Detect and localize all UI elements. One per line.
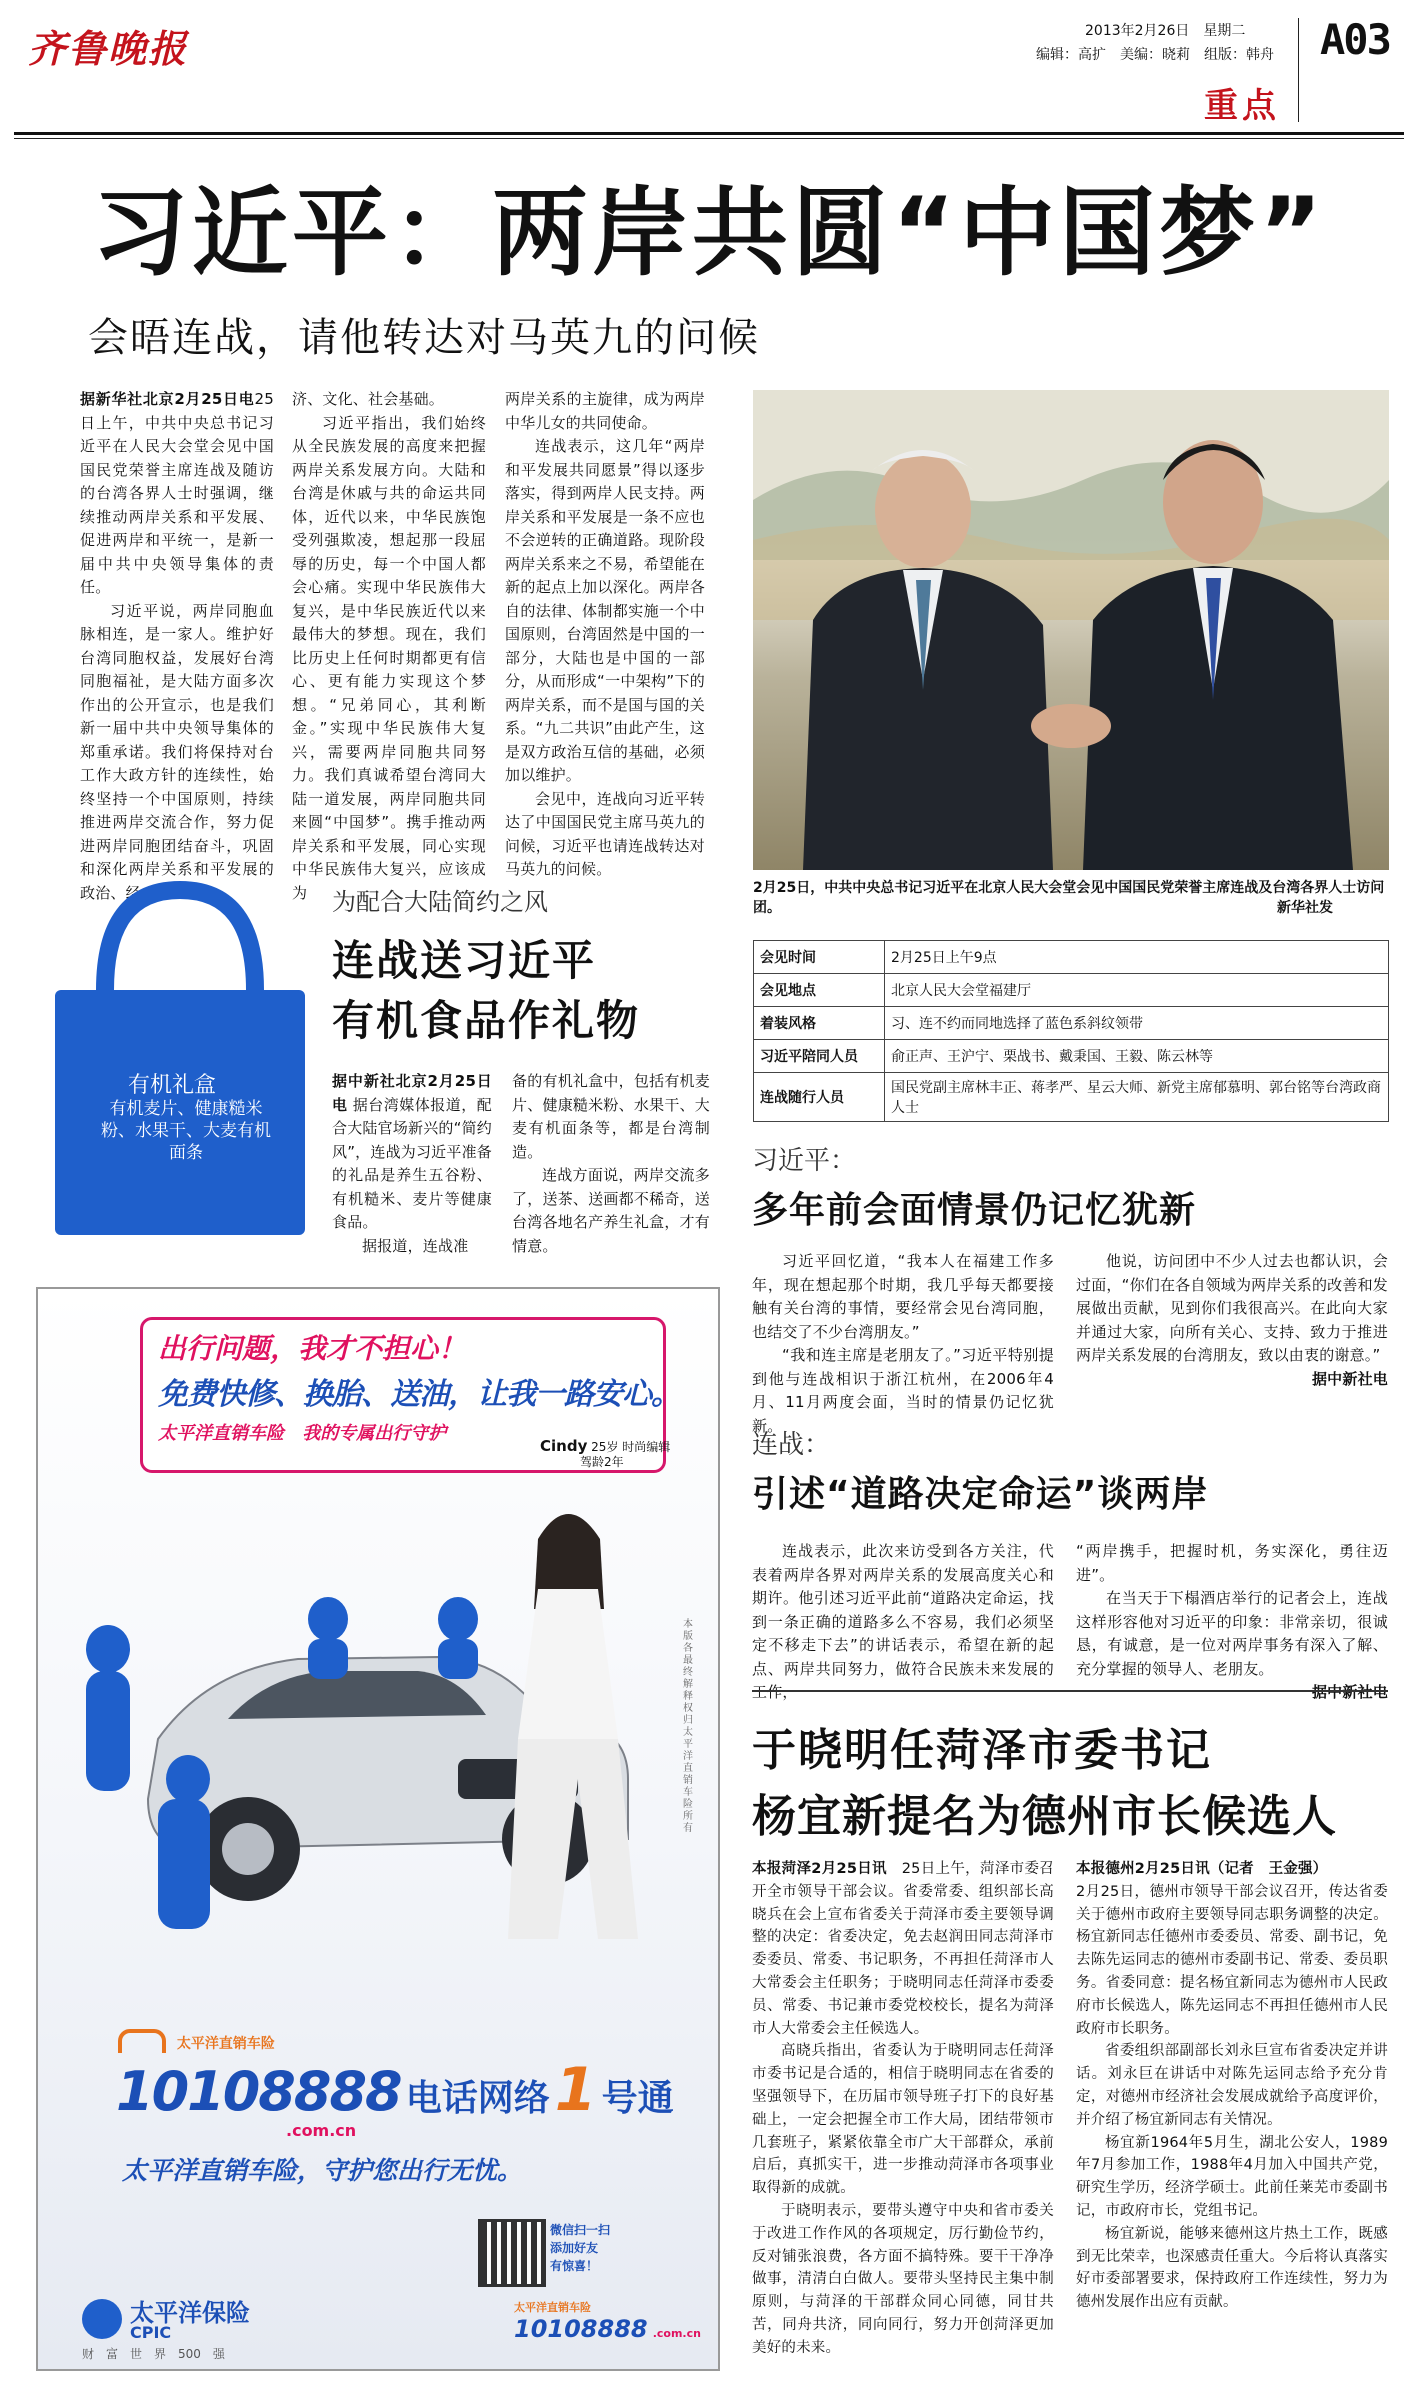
photo-credit: 新华社发 [1277, 900, 1333, 916]
mini-phone-logo: 太平洋直销车险 10108888 .com.cn [514, 2301, 701, 2343]
ad-side-note: 本版各最终解释权归太平洋直销车险所有 [683, 1619, 693, 1834]
gift-title-line-2: 有机食品作礼物 [332, 996, 641, 1045]
company-sub: 财 富 世 界 500 强 [82, 2347, 225, 2361]
tote-bag-icon [50, 880, 310, 1240]
lead-column-2: 济、文化、社会基础。 习近平指出，我们始终从全民族发展的高度来把握两岸关系发展方向。大陆和台湾是休戚与共的命运共同体，近代以来，中华民族饱受列强欺凌，想起那一段屈辱的历史，每一个中国人都会心痛。实现中华民族伟大复兴，是中华民族近代以来最伟大的梦想。现在，我们比历史上任何时期都更有信心、更有能力实现这个梦想。“兄弟同心，其利断金。”实现中华民族伟大复兴，需要两岸同胞共同努力。我们真诚希望台湾同大陆一道发展，两岸同胞共同来圆“中国梦”。携手推动两岸关系和平发展，同心实现中华民族伟大复兴，应该成为 [292, 390, 486, 902]
xi-column-1: 习近平回忆道，“我本人在福建工作多年，现在想起那个时期，我几乎每天都要接触有关台湾的事情，要经常会见台湾同胞，也结交了不少台湾朋友。” “我和连主席是老朋友了。”习近平特别提到他与连战相识于浙江杭州，在2006年4月、11月两度会面，当时的情景仍记忆犹新。 [752, 1252, 1054, 1435]
gift-column-1: 据中新社北京2月25日电 据台湾媒体报道，配合大陆官场新兴的“简约风”，连战为习近平准备的礼品是养生五谷粉、有机糙米、麦片等健康食品。 据报道，连战准 [332, 1072, 493, 1255]
xi-title: 多年前会面情景仍记忆犹新 [752, 1190, 1197, 1231]
phone-number: 10108888 电话网络 1 号通 [116, 2055, 674, 2125]
xi-kicker: 习近平： [752, 1146, 857, 1176]
table-row: 着装风格 习、连不约而同地选择了蓝色系斜纹领带 [754, 1007, 1389, 1040]
table-row: 连战随行人员 国民党副主席林丰正、蒋孝严、星云大师、新党主席郁慕明、郭台铭等台湾政商人士 [754, 1073, 1389, 1122]
meeting-info-table [753, 940, 1389, 1122]
ad-line-1: 出行问题，我才不担心！ [158, 1332, 467, 1365]
local-title-line-1: 于晓明任菏泽市委书记 [752, 1725, 1212, 1776]
bag-items: 有机麦片、健康糙米粉、水果干、大麦有机面条 [101, 1099, 271, 1163]
cpic-logo-icon [82, 2299, 122, 2339]
bag-title: 有机礼盒 [128, 1073, 217, 1098]
company-en: CPIC [130, 2323, 172, 2342]
phone-icon [118, 2029, 166, 2053]
photo-caption: 2月25日，中共中央总书记习近平在北京人民大会堂会见中国国民党荣誉主席连战及台湾各界人士访问团。 新华社发 [753, 880, 1385, 916]
ad-model-label: Cindy 25岁 时尚编辑 驾龄2年 [540, 1437, 671, 1469]
lead-subhead: 会晤连战，请他转达对马英九的问候 [88, 315, 760, 361]
insurance-advertisement[interactable] [36, 1287, 720, 2371]
lian-column-2: “两岸携手，把握时机，务实深化，勇往迈进”。 在当天于下榻酒店举行的记者会上，连战这样形容他对习近平的印象：非常亲切，很诚恳，有诚意，是一位对两岸事务有深入了解、充分掌握的领导人、老朋友。 据中新社电 [1076, 1540, 1388, 1705]
gift-title-line-1: 连战送习近平 [332, 936, 597, 985]
local-column-left: 本报菏泽2月25日讯 25日上午，菏泽市委召开全市领导干部会议。省委常委、组织部长高晓兵在会上宣布省委关于菏泽市委主要领导调整的决定：省委决定，免去赵润田同志菏泽市委委员、常委、书记职务，不再担任菏泽市人大常委会主任职务；于晓明同志任菏泽市委委员、常委、书记兼市委党校校长，提名为菏泽市人大常委会主任候选人。 高晓兵指出，省委认为于晓明同志任菏泽市委书记是合适的，相信于晓明同志在省委的坚强领导下，在历届市领导班子打下的良好基础上，一定会把握全市工作大局，团结带领市几套班子，紧紧依靠全市广大干部群众，承前启后，真抓实干，进一步推动菏泽市各项事业取得新的成就。 于晓明表示，要带头遵守中央和省市委关于改进工作作风的各项规定，厉行勤俭节约，反对铺张浪费，各方面不搞特殊。要干干净净做事，清清白白做人。要带头坚持民主集中制原则，与菏泽的干部群众同心同德，同甘共苦，同舟共济，同向同行，努力开创菏泽更加美好的未来。 [752, 1861, 1054, 2356]
qr-caption: 微信扫一扫 添加好友 有惊喜！ [550, 2223, 611, 2273]
phone-site: .com.cn [286, 2121, 357, 2140]
section-label: 重点 [1204, 86, 1280, 126]
editors-line: 编辑：高扩 美编：晓莉 组版：韩舟 [1036, 47, 1274, 63]
qr-code-icon[interactable] [478, 2219, 546, 2287]
newspaper-logo: 齐鲁晚报 [28, 26, 189, 71]
masthead-divider [1298, 18, 1299, 122]
local-column-right: 本报德州2月25日讯（记者 王金强） 2月25日，德州市领导干部会议召开，传达省委关于德州市政府主要领导同志职务调整的决定。杨宜新同志任德州市委委员、常委、副书记，免去陈先运同志的德州市委副书记、常委、委员职务。省委同意：提名杨宜新同志为德州市人民政府市长候选人，陈先运同志不再担任德州市人民政府市长职务。 省委组织部副部长刘永巨宣布省委决定并讲话。刘永巨在讲话中对陈先运同志给予充分肯定，对德州市经济社会发展成就给予高度评价，并介绍了杨宜新同志有关情况。 杨宜新1964年5月生，湖北公安人，1989年7月参加工作，1988年4月加入中国共产党，研究生学历，经济学硕士。此前任莱芜市委副书记，市政府市长，党组书记。 杨宜新说，能够来德州这片热土工作，既感到无比荣幸，也深感责任重大。今后将认真落实好市委部署要求，保持政府工作连续性，努力为德州发展作出应有贡献。 [1076, 1861, 1388, 2311]
lian-column-1: 连战表示，此次来访受到各方关注，代表着两岸各界对两岸关系的发展高度关心和期许。他引述习近平此前“道路决定命运，找到一条正确的道路多么不容易，我们必须坚定不移走下去”的讲话表示，希望在新的起点、两岸共同努力，做符合民族未来发展的工作， [752, 1542, 1054, 1701]
ad-tagline: 太平洋直销车险，守护您出行无忧。 [122, 2156, 523, 2185]
news-photo [753, 390, 1389, 870]
table-row: 会见地点 北京人民大会堂福建厅 [754, 974, 1389, 1007]
lian-title: 引述“道路决定命运”谈两岸 [752, 1474, 1209, 1515]
local-title-line-2: 杨宜新提名为德州市长候选人 [752, 1791, 1337, 1842]
section-divider [752, 1690, 1388, 1692]
lead-headline: 习近平：两岸共圆“中国梦” [92, 177, 1327, 289]
lead-column-3: 两岸关系的主旋律，成为两岸中华儿女的共同使命。 连战表示，这几年“两岸和平发展共同愿景”得以逐步落实，得到两岸人民支持。两岸关系和平发展是一条不应也不会逆转的正确道路。现阶段两岸关系来之不易，希望能在新的起点上加以深化。两岸各自的法律、体制都实施一个中国原则，台湾固然是中国的一部分，大陆也是中国的一部分，从而形成“一中架构”下的两岸关系，而不是国与国的关系。“九二共识”由此产生，这是双方政治互信的基础，必须加以维护。 会见中，连战向习近平转达了中国国民党主席马英九的问候，习近平也请连战转达对马英九的问候。 [505, 390, 705, 878]
gift-column-2: 备的有机礼盒中，包括有机麦片、健康糙米粉、水果干、大麦有机面条等，都是台湾制造。 连战方面说，两岸交流多了，送茶、送画都不稀奇，送台湾各地名产养生礼盒，才有情意。 [512, 1072, 710, 1255]
table-row: 习近平陪同人员 俞正声、王沪宁、栗战书、戴秉国、王毅、陈云林等 [754, 1040, 1389, 1073]
page-number: A03 [1320, 15, 1390, 64]
car-illustration [38, 1479, 698, 1999]
date-line: 2013年2月26日 星期二 [1085, 23, 1246, 39]
ad-line-3: 太平洋直销车险 我的专属出行守护 [158, 1423, 447, 1444]
company-name: 太平洋保险 [130, 2299, 250, 2327]
xi-credit: 据中新社电 [1311, 1369, 1388, 1388]
gift-kicker: 为配合大陆简约之风 [332, 888, 548, 916]
masthead-rule [14, 132, 1404, 135]
lead-dateline: 据新华社北京2月25日电 [80, 390, 255, 408]
xi-column-2: 他说，访问团中不少人过去也都认识，会过面，“你们在各自领域为两岸关系的改善和发展做出贡献，见到你们我很高兴。在此向大家并通过大家，向所有关心、支持、致力于推进两岸关系发展的台湾朋友，致以由衷的谢意。” 据中新社电 [1076, 1250, 1388, 1391]
lead-column-1: 据新华社北京2月25日电25日上午，中共中央总书记习近平在人民大会堂会见中国国民党荣誉主席连战及随访的台湾各界人士时强调，继续推动两岸关系和平发展、促进两岸和平统一，是新一届中共中央领导集体的责任。 习近平说，两岸同胞血脉相连，是一家人。维护好台湾同胞权益，发展好台湾同胞福祉，是大陆方面多次作出的公开宣示，也是我们新一届中共中央领导集体的郑重承诺。我们将保持对台工作大政方针的连续性，始终坚持一个中国原则，持续推进两岸交流合作，努力促进两岸同胞团结奋斗，巩固和深化两岸关系和平发展的政治、经 [80, 390, 274, 902]
lian-kicker: 连战： [752, 1430, 831, 1460]
ad-line-2: 免费快修、换胎、送油，让我一路安心。 [158, 1377, 680, 1412]
lian-credit: 据中新社电 [1311, 1683, 1388, 1701]
table-row: 会见时间 2月25日上午9点 [754, 941, 1389, 974]
phone-brand: 太平洋直销车险 [118, 2029, 275, 2053]
